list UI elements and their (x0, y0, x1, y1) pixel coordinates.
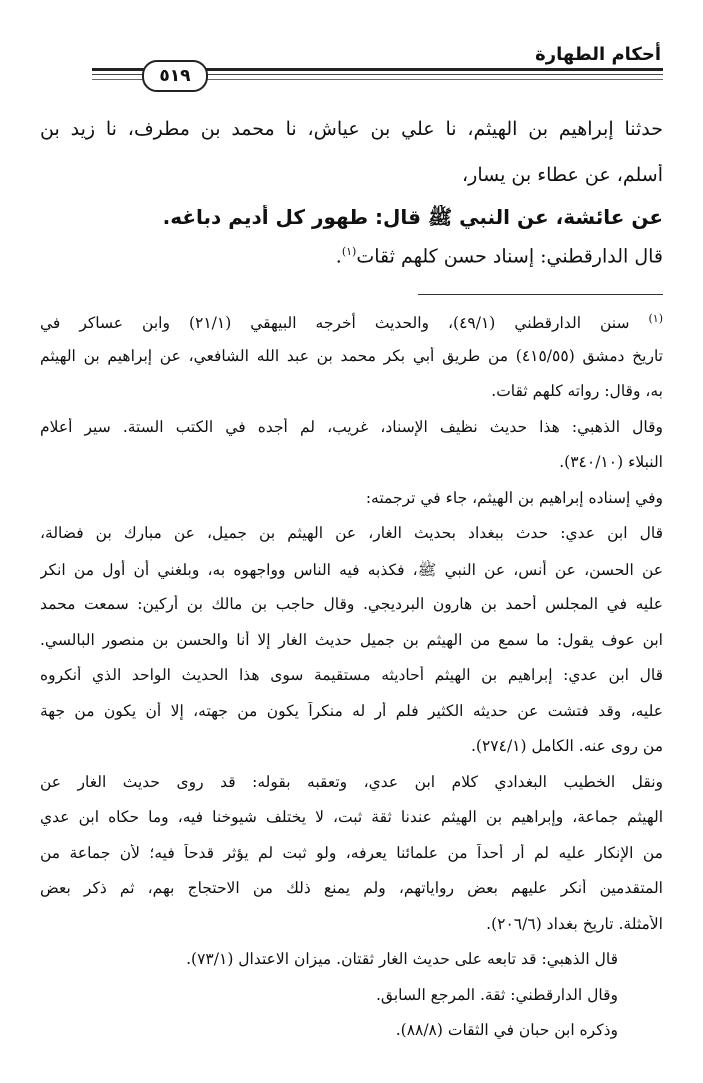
footnote-line: وقال الدارقطني: ثقة. المرجع السابق. (376, 986, 618, 1004)
grading-text: قال الدارقطني: إسناد حسن كلهم ثقات (356, 245, 663, 268)
footnote-line: $^{(١)}$ سنن الدارقطني (٤٩/١)، والحديث أخرجه البيهقي (٢١/١) وابن عساكر في (40, 312, 663, 333)
footnote-line: قال ابن عدي: إبراهيم بن الهيثم أحاديثه مستقيمة سوى هذا الحديث الواحد الذي أنكروه (40, 666, 663, 684)
page-number: ٥١٩ (142, 60, 208, 92)
footnote-line: الهيثم جماعة، وإبراهيم بن الهيثم عندنا ثقة ثبت، لا يختلف شيوخنا فيه، وما حكاه ابن عدي (40, 808, 663, 826)
footnote-line: وقال الذهبي: هذا حديث نظيف الإسناد، غريب، لم أجده في الكتب الستة. سير أعلام (40, 418, 663, 436)
running-title: أحكام الطهارة (535, 44, 661, 65)
footnote-line: قال الذهبي: قد تابعه على حديث الغار ثقتان. ميزان الاعتدال (٧٣/١). (186, 950, 618, 968)
hadith-text: عن عائشة، عن النبي ﷺ قال: طهور كل أديم دباغه. (162, 205, 663, 229)
footnote-line: المتقدمين أنكر عليهم بعض رواياتهم، ولم يمنع ذلك من الاحتجاج بهم، ثم ذكر بعض (40, 879, 663, 897)
period: . (335, 245, 342, 268)
footnote-marker: (١) (648, 312, 663, 325)
footnote-line: من الإنكار عليه لم أر أحداً من علمائنا يعرفه، ولو ثبت لم يؤثر قدحاً فيه؛ لأن جماعة من (40, 844, 663, 862)
footnote-line: وفي إسناده إبراهيم بن الهيثم، جاء في ترجمته: (365, 489, 663, 507)
footnote-line: عن الحسن، عن أنس، عن النبي ﷺ، فكذبه فيه الناس وواجهوه به، وبلغني أن أول من انكر (40, 561, 663, 579)
footnote-line: من روى عنه. الكامل (٢٧٤/١). (471, 737, 663, 755)
body-text-line: حدثنا إبراهيم بن الهيثم، نا علي بن عياش، نا محمد بن مطرف، نا زيد بن (40, 118, 663, 140)
footnote-ref: (١) (341, 245, 357, 258)
footnote-line: النبلاء (٣٤٠/١٠). (559, 453, 663, 471)
footnote-line: تاريخ دمشق (٤١٥/٥٥) من طريق أبي بكر محمد بن عبد الله الشافعي، عن إبراهيم بن الهيثم (40, 347, 663, 365)
footnote-line: عليه، وقد فتشت عن حديثه الكثير فلم أر له منكراً يكون من جهته، إلا أن يكون من جهة (40, 702, 663, 720)
footnote-line: عليه في المجلس أحمد بن هارون البرديجي. وقال حاجب بن مالك بن أركين: سمعت محمد (40, 595, 663, 613)
footnote-line: وذكره ابن حبان في الثقات (٨٨/٨). (395, 1021, 618, 1039)
footnote-line: به، وقال: رواته كلهم ثقات. (491, 382, 663, 400)
footnote-line: قال ابن عدي: حدث ببغداد بحديث الغار، عن الهيثم بن جميل، عن مبارك بن فضالة، (40, 524, 663, 542)
footnote-separator (418, 294, 663, 295)
footnote-line: ونقل الخطيب البغدادي كلام ابن عدي، وتعقبه بقوله: قد روى حديث الغار عن (40, 773, 663, 791)
body-text-line (336, 245, 663, 267)
footnote-line: ابن عوف يقول: ما سمع من الهيثم بن جميل حديث الغار إلا أنا والحسن بن منصور البالسي. (40, 631, 663, 649)
footnote-line: الأمثلة. تاريخ بغداد (٢٠٦/٦). (486, 915, 663, 933)
body-text-line: أسلم، عن عطاء بن يسار، (462, 164, 663, 186)
